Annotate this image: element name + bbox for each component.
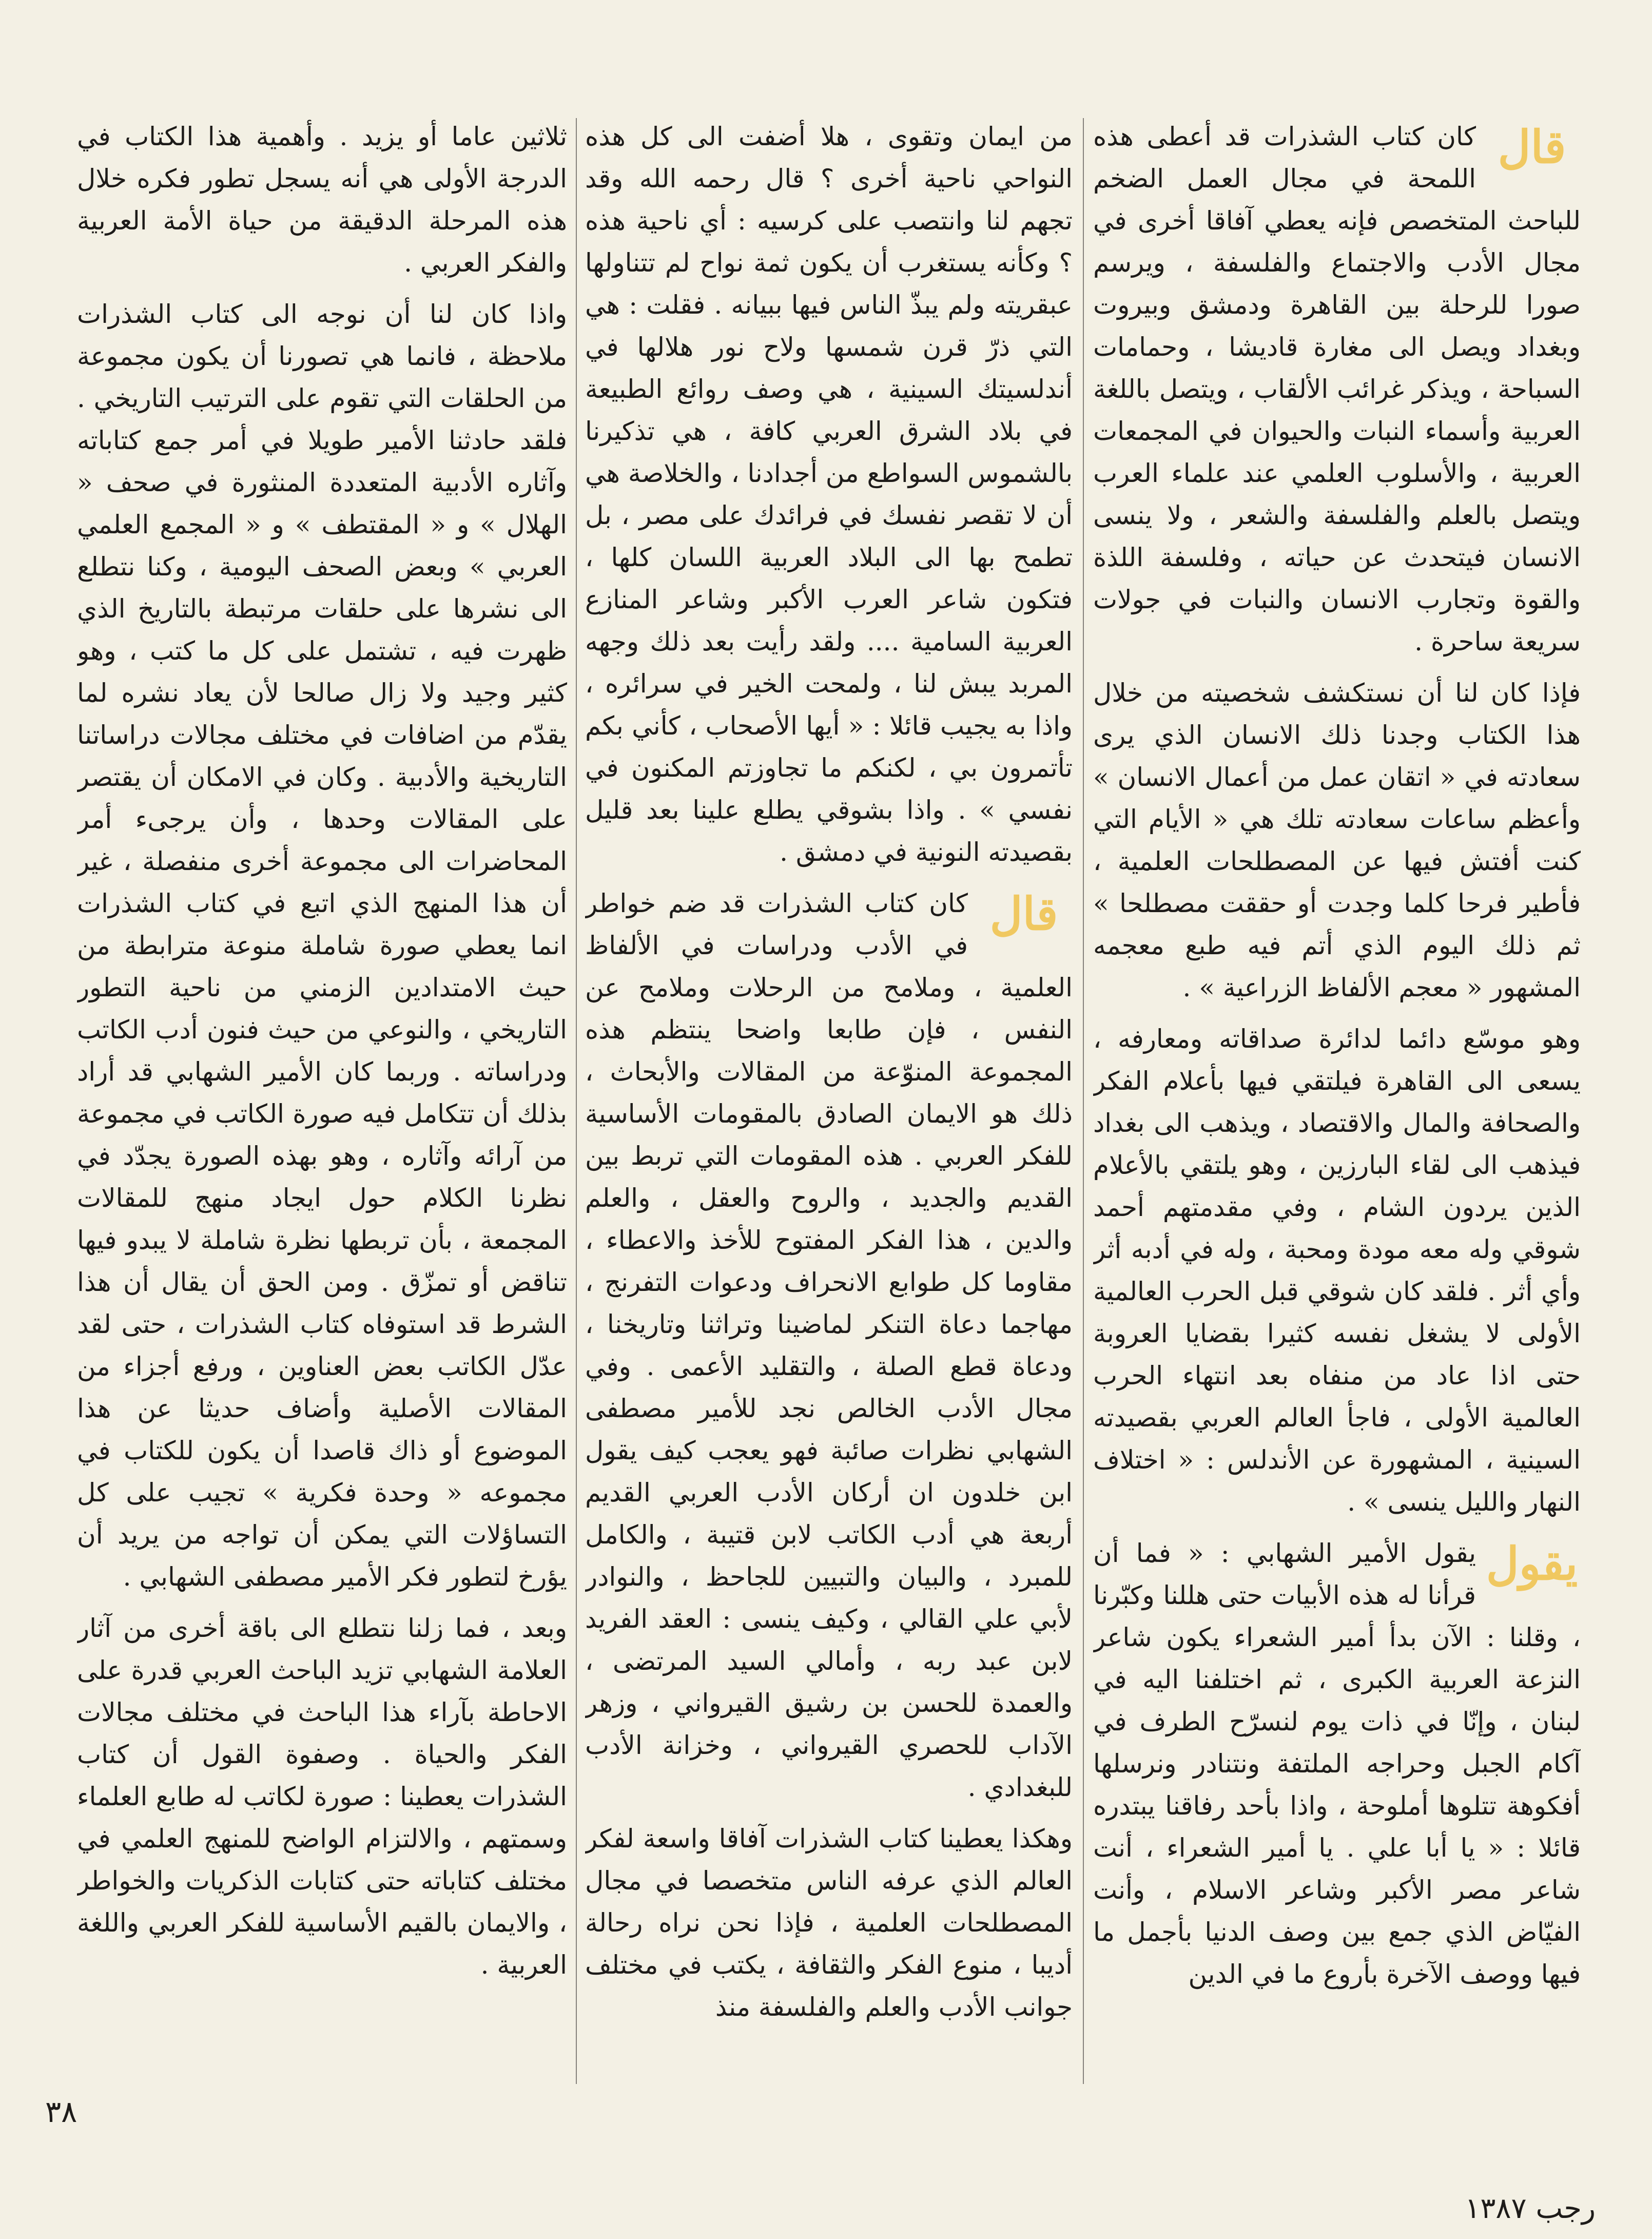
paragraph: من ايمان وتقوى ، هلا أضفت الى كل هذه النواحي ناحية أخرى ؟ قال رحمه الله وقد تجهم لنا وانتصب على كرسيه : أي ناحية هذه ؟ وكأنه يستغرب أن يكون ثمة نواح لم تتناولها عبقريته ولم يبذّ الناس فيها ببيانه . فقلت : هي التي ذرّ قرن شمسها ولاح نور هلالها في أندلسيتك السينية ، هي وصف روائع الطبيعة في بلاد الشرق العربي كافة ، هي تذكيرنا بالشموس السواطع من أجدادنا ، والخلاصة هي أن لا تقصر نفسك في فرائدك على مصر ، بل تطمح بها الى البلاد العربية اللسان كلها ، فتكون شاعر العرب الأكبر وشاعر المنازع العربية السامية .... ولقد رأيت بعد ذلك وجهه المربد يبش لنا ، ولمحت الخير في سرائره ، واذا به يجيب قائلا : « أيها الأصحاب ، كأني بكم تأتمرون بي ، لكنكم ما تجاوزتم المكنون في نفسي » . واذا بشوقي يطلع علينا بعد قليل بقصيدته النونية في دمشق .: [585, 122, 1073, 867]
ornament-yaqul: يقول: [1486, 1537, 1578, 1590]
paragraph: وهكذا يعطينا كتاب الشذرات آفاقا واسعة لفكر العالم الذي عرفه الناس متخصصا في مجال المصطلحات العلمية ، فإذا نحن نراه رحالة أديبا ، منوع الفكر والثقافة ، يكتب في مختلف جوانب الأدب والعلم والفلسفة منذ: [585, 1824, 1073, 2022]
paragraph: يقول الأمير الشهابي : « فما أن قرأنا له هذه الأبيات حتى هللنا وكبّرنا ، وقلنا : الآن بدأ أمير الشعراء يكون شاعر النزعة العربية الكبرى ، ثم اختلفنا اليه في لبنان ، وإنّا في ذات يوم لنسرّح الطرف في آكام الجبل وحراجه الملتفة ونتنادر ونرسلها أفكوهة تتلوها أملوحة ، واذا بأحد رفاقنا يبتدره قائلا : « يا أبا علي . يا أمير الشعراء ، أنت شاعر مصر الأكبر وشاعر الاسلام ، وأنت الفيّاض الذي جمع بين وصف الدنيا بأجمل ما فيها ووصف الآخرة بأروع ما في الدين: [1093, 1538, 1581, 1989]
ornament-qal: قال: [1498, 120, 1566, 173]
paragraph: كان كتاب الشذرات قد ضم خواطر في الأدب ودراسات في الألفاظ العلمية ، وملامح من الرحلات وملامح عن النفس ، فإن طابعا واضحا ينتظم هذه المجموعة المنوّعة من المقالات والأبحاث ، ذلك هو الايمان الصادق بالمقومات الأساسية للفكر العربي . هذه المقومات التي تربط بين القديم والجديد ، والروح والعقل ، والعلم والدين ، هذا الفكر المفتوح للأخذ والاعطاء ، مقاوما كل طوابع الانحراف ودعوات التفرنج ، مهاجما دعاة التنكر لماضينا وتراثنا وتاريخنا ، ودعاة قطع الصلة ، والتقليد الأعمى . وفي مجال الأدب الخالص نجد للأمير مصطفى الشهابي نظرات صائبة فهو يعجب كيف يقول ابن خلدون ان أركان الأدب العربي القديم أربعة هي أدب الكاتب لابن قتيبة ، والكامل للمبرد ، والبيان والتبيين للجاحظ ، والنوادر لأبي علي القالي ، وكيف ينسى : العقد الفريد لابن عبد ربه ، وأمالي السيد المرتضى ، والعمدة للحسن بن رشيق القيرواني ، وزهر الآداب للحصري القيرواني ، وخزانة الأدب للبغدادي .: [585, 889, 1073, 1802]
column-divider: [576, 118, 577, 2084]
paragraph: فإذا كان لنا أن نستكشف شخصيته من خلال هذا الكتاب وجدنا ذلك الانسان الذي يرى سعادته في « اتقان عمل من أعمال الانسان » وأعظم ساعات سعادته تلك هي « الأيام التي كنت أفتش فيها عن المصطلحات العلمية ، فأطير فرحا كلما وجدت أو حققت مصطلحا » ثم ذلك اليوم الذي أتم فيه طبع معجمه المشهور « معجم الألفاظ الزراعية » .: [1093, 678, 1581, 1002]
issue-date: رجب ١٣٨٧: [1465, 2192, 1596, 2225]
ornament-qal: قال: [989, 887, 1058, 940]
paragraph: واذا كان لنا أن نوجه الى كتاب الشذرات ملاحظة ، فانما هي تصورنا أن يكون مجموعة من الحلقات التي تقوم على الترتيب التاريخي . فلقد حادثنا الأمير طويلا في أمر جمع كتاباته وآثاره الأدبية المتعددة المنثورة في صحف « الهلال » و « المقتطف » و « المجمع العلمي العربي » وبعض الصحف اليومية ، وكنا نتطلع الى نشرها على حلقات مرتبطة بالتاريخ الذي ظهرت فيه ، تشتمل على كل ما كتب ، وهو كثير وجيد ولا زال صالحا لأن يعاد نشره لما يقدّم من اضافات في مختلف مجالات دراساتنا التاريخية والأدبية . وكان في الامكان أن يقتصر على المقالات وحدها ، وأن يرجىء أمر المحاضرات الى مجموعة أخرى منفصلة ، غير أن هذا المنهج الذي اتبع في كتاب الشذرات انما يعطي صورة شاملة منوعة مترابطة من حيث الامتدادين الزمني من ناحية التطور التاريخي ، والنوعي من حيث فنون أدب الكاتب ودراساته . وربما كان الأمير الشهابي قد أراد بذلك أن تتكامل فيه صورة الكاتب في مجموعة من آرائه وآثاره ، وهو بهذه الصورة يجدّد في نظرنا الكلام حول ايجاد منهج للمقالات المجمعة ، بأن تربطها نظرة شاملة لا يبدو فيها تناقض أو تمزّق . ومن الحق أن يقال أن هذا الشرط قد استوفاه كتاب الشذرات ، حتى لقد عدّل الكاتب بعض العناوين ، ورفع أجزاء من المقالات الأصلية وأضاف حديثا عن هذا الموضوع أو ذاك قاصدا أن يكون للكتاب في مجموعه « وحدة فكرية » تجيب على كل التساؤلات التي يمكن أن تواجه من يريد أن يؤرخ لتطور فكر الأمير مصطفى الشهابي .: [77, 299, 567, 1592]
paragraph: وبعد ، فما زلنا نتطلع الى باقة أخرى من آثار العلامة الشهابي تزيد الباحث العربي قدرة على الاحاطة بآراء هذا الباحث في مختلف مجالات الفكر والحياة . وصفوة القول أن كتاب الشذرات يعطينا : صورة لكاتب له طابع العلماء وسمتهم ، والالتزام الواضح للمنهج العلمي في مختلف كتاباته حتى كتابات الذكريات والخواطر ، والايمان بالقيم الأساسية للفكر العربي واللغة العربية .: [77, 1613, 567, 1980]
article-column-left: [77, 115, 567, 2087]
page-number: ٣٨: [45, 2094, 77, 2129]
article-column-middle: [585, 115, 1073, 2087]
paragraph: ثلاثين عاما أو يزيد . وأهمية هذا الكتاب في الدرجة الأولى هي أنه يسجل تطور فكره خلال هذه المرحلة الدقيقة من حياة الأمة العربية والفكر العربي .: [77, 122, 567, 278]
paragraph: كان كتاب الشذرات قد أعطى هذه اللمحة في مجال العمل الضخم للباحث المتخصص فإنه يعطي آفاقا أخرى في مجال الأدب والاجتماع والفلسفة ، ويرسم صورا للرحلة بين القاهرة ودمشق وبيروت وبغداد ويصل الى مغارة قاديشا ، وحمامات السباحة ، ويذكر غرائب الألقاب ، ويتصل باللغة العربية وأسماء النبات والحيوان في المجمعات العربية ، والأسلوب العلمي عند علماء العرب ويتصل بالعلم والفلسفة والشعر ، ولا ينسى الانسان فيتحدث عن حياته ، وفلسفة اللذة والقوة وتجارب الانسان والنبات في جولات سريعة ساحرة .: [1093, 122, 1581, 657]
paragraph: وهو موسّع دائما لدائرة صداقاته ومعارفه ، يسعى الى القاهرة فيلتقي فيها بأعلام الفكر والصحافة والمال والاقتصاد ، ويذهب الى بغداد فيذهب الى لقاء البارزين ، وهو يلتقي بالأعلام الذين يردون الشام ، وفي مقدمتهم أحمد شوقي وله معه مودة ومحبة ، وله في أدبه أثر وأي أثر . فلقد كان شوقي قبل الحرب العالمية الأولى لا يشغل نفسه كثيرا بقضايا العروبة حتى اذا عاد من منفاه بعد انتهاء الحرب العالمية الأولى ، فاجأ العالم العربي بقصيدته السينية ، المشهورة عن الأندلس : « اختلاف النهار والليل ينسى » .: [1093, 1024, 1581, 1517]
column-divider: [1083, 118, 1084, 2084]
article-column-right: [1093, 115, 1581, 2087]
